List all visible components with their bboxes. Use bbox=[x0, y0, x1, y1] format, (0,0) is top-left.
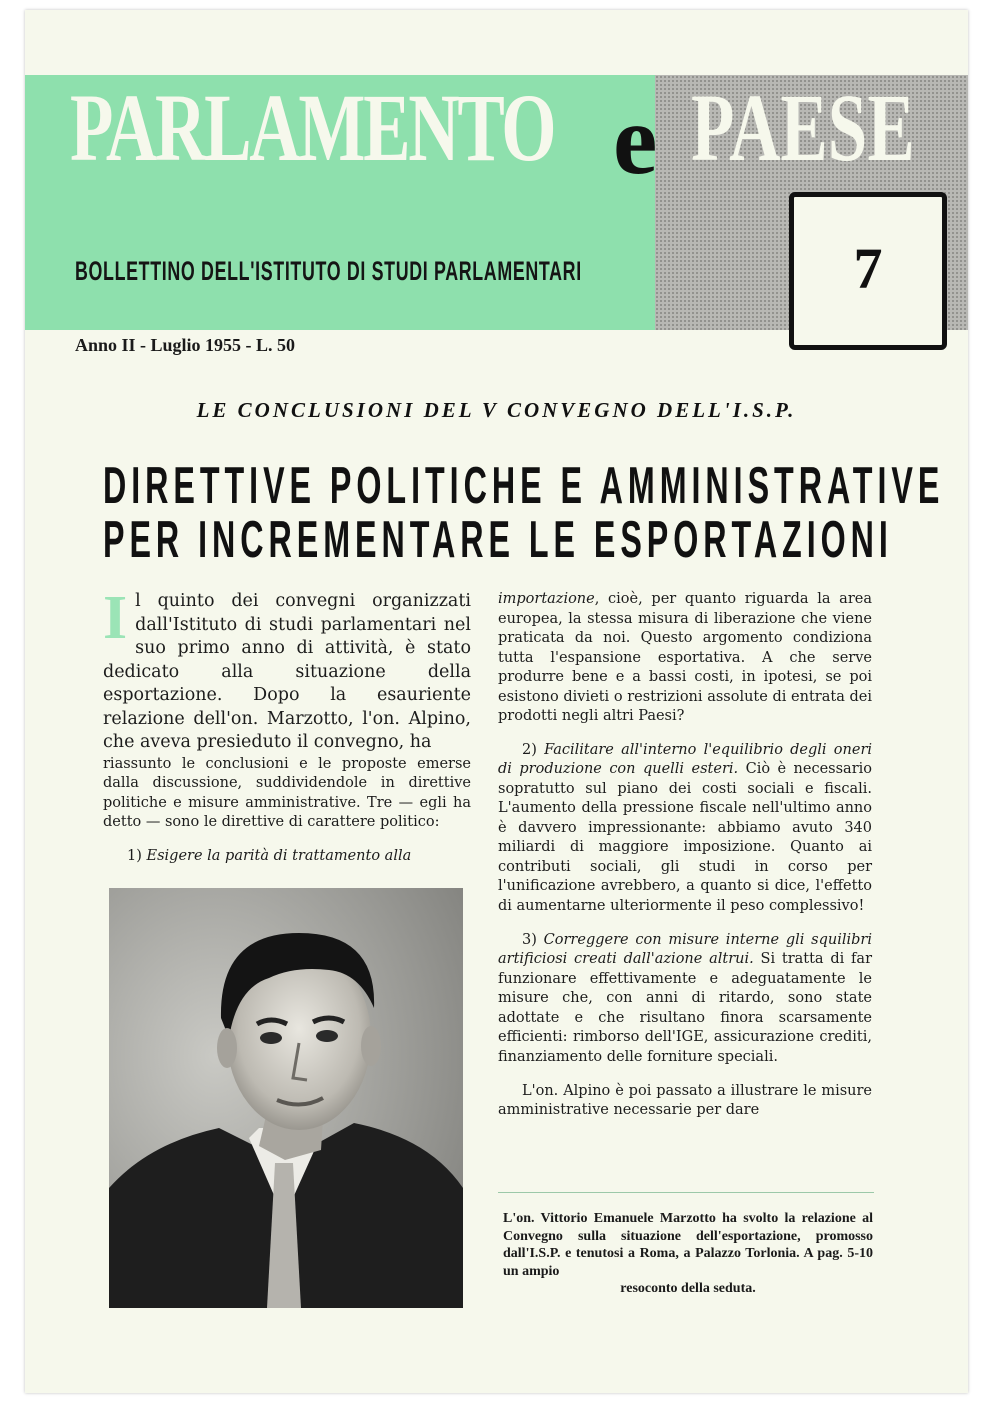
portrait-photo bbox=[109, 888, 463, 1308]
point-1-cont-text: , cioè, per quanto riguarda la area europea, la stessa misura di liberazione che viene praticata da noi. Questo argomento condiziona tutta l'espansione esportativa. A che serve produrre bene e a bassi costi, in ipotesi, se poi esistono divieti o restrizioni assolute di entrata dei prodotti negli altri Paesi? bbox=[498, 591, 872, 724]
point-1-number: 1) bbox=[127, 847, 142, 864]
intro-text: riassunto le conclusioni e le proposte emerse dalla discussione, suddividendole in direttive politiche e misure amministrative. Tre — egli ha detto — sono le direttive di carattere politico: bbox=[103, 755, 471, 830]
point-2-text: Ciò è necessario sopratutto sul piano dei costi sociali e fiscali. L'aumento della pressione fiscale nell'ultimo anno è davvero impressionante: abbiamo avuto 340 miliardi di maggiore imposizione. Quanto ai contributi sociali, gli studi in corso per l'unificazione avrebbero, a quanto si dice, l'effetto di aumentarne ulteriormente il peso complessivo! bbox=[498, 761, 872, 914]
point-3-text: Si tratta di far funzionare effettivamente e adeguatamente le misure che, con anni di ritardo, sono state adottate e che risultano finora scarsamente efficienti: rimborso dell'IGE, assicurazione crediti, finanziamento delle forniture speciali. bbox=[498, 951, 872, 1065]
point-3 bbox=[498, 931, 872, 1068]
article-column-left bbox=[103, 584, 471, 881]
portrait-illustration bbox=[109, 888, 463, 1308]
masthead-subtitle: BOLLETTINO DELL'ISTITUTO DI STUDI PARLAMENTARI bbox=[75, 256, 582, 286]
point-2 bbox=[498, 741, 872, 917]
point-1-title: Esigere la parità di trattamento alla bbox=[146, 847, 412, 864]
masthead-title-parlamento: PARLAMENTO bbox=[70, 74, 555, 181]
article-column-right bbox=[498, 590, 872, 1121]
masthead-title-paese: PAESE bbox=[691, 74, 915, 181]
issue-number: 7 bbox=[853, 236, 883, 301]
caption-last-line: resoconto della seduta. bbox=[620, 1281, 756, 1296]
point-3-number: 3) bbox=[522, 931, 537, 948]
point-1-cont-italic: importazione bbox=[498, 591, 595, 607]
point-1 bbox=[103, 847, 471, 867]
magazine-cover bbox=[25, 10, 968, 1393]
issue-number-box bbox=[789, 192, 947, 350]
masthead-title-e: e bbox=[613, 84, 658, 195]
caption-text: L'on. Vittorio Emanuele Marzotto ha svolto la relazione al Convegno sulla situazione dell'esportazione, promosso dall'I.S.P. e tenutosi a Roma, a Palazzo Torlonia. A pag. 5-10 un ampio bbox=[503, 1211, 873, 1279]
article-headline-line-2: PER INCREMENTARE LE ESPORTAZIONI bbox=[103, 511, 893, 569]
drop-cap: I bbox=[103, 584, 128, 652]
closing-paragraph: L'on. Alpino è poi passato a illustrare le misure amministrative necessarie per dare bbox=[498, 1082, 872, 1118]
lead-text: l quinto dei convegni organizzati dall'Istituto di studi parlamentari nel suo primo anno di attività, è stato dedicato alla situazione della esportazione. Dopo la esauriente relazione dell'on. Marzotto, l'on. Alpino, che aveva presieduto il convegno, ha bbox=[103, 591, 471, 752]
issue-info: Anno II - Luglio 1955 - L. 50 bbox=[75, 335, 296, 355]
point-3-title: Correggere con misure interne gli squilibri artificiosi creati dall'azione altrui. bbox=[498, 931, 872, 967]
caption-divider bbox=[498, 1192, 874, 1193]
article-headline-line-1: DIRETTIVE POLITICHE E AMMINISTRATIVE bbox=[103, 457, 945, 515]
point-2-number: 2) bbox=[522, 741, 537, 758]
article-kicker: LE CONCLUSIONI DEL V CONVEGNO DELL'I.S.P. bbox=[196, 398, 797, 422]
photo-caption bbox=[503, 1210, 873, 1298]
point-2-title: Facilitare all'interno l'equilibrio degli oneri di produzione con quelli esteri. bbox=[498, 741, 873, 777]
article-lead bbox=[103, 584, 471, 755]
point-1-continued bbox=[498, 590, 872, 727]
